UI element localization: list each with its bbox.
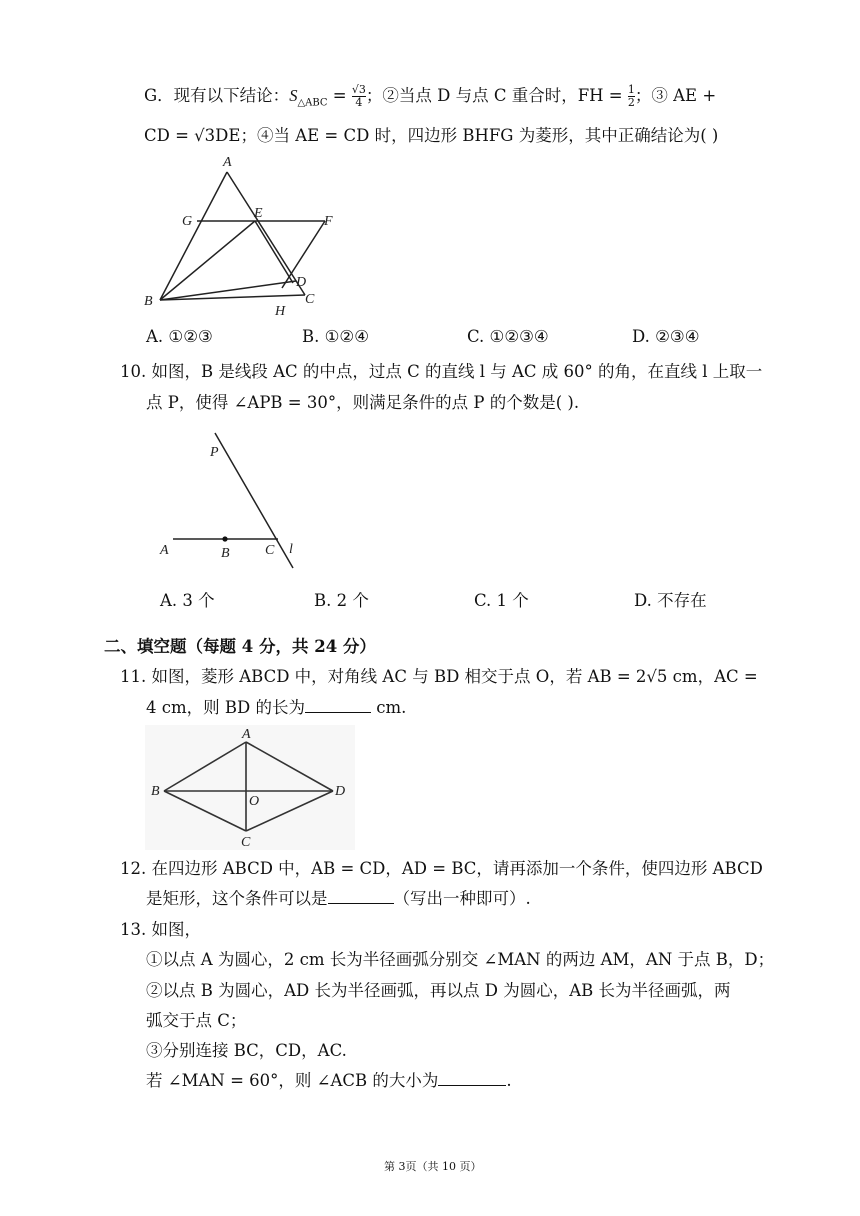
answer-blank <box>305 712 371 713</box>
q13-step1: ①以点 A 为圆心，2 cm 长为半径画弧分别交 ∠MAN 的两边 AM，AN 于点 B，D； <box>146 950 775 969</box>
label-C: C <box>241 835 251 850</box>
answer-blank <box>438 1085 506 1086</box>
q11-line2: 4 cm，则 BD 的长为 cm. <box>146 698 407 717</box>
q12-line2: 是矩形，这个条件可以是 （写出一种即可）. <box>146 889 531 908</box>
page-footer: 第 3页（共 10 页） <box>384 1160 482 1173</box>
q9-option-b: B. ①②④ <box>302 327 369 346</box>
label-B: B <box>144 294 153 309</box>
label-D: D <box>296 275 307 290</box>
q12-line1: 12. 在四边形 ABCD 中，AB = CD，AD = BC，请再添加一个条件，使四边形 ABCD <box>120 859 763 878</box>
label-E: E <box>254 206 263 221</box>
q10-line2: 点 P，使得 ∠APB = 30°，则满足条件的点 P 的个数是( ). <box>146 393 580 412</box>
label-C: C <box>265 543 275 558</box>
label-A: A <box>160 543 169 558</box>
q9-option-a: A. ①②③ <box>146 327 213 346</box>
q9-option-d: D. ②③④ <box>632 327 700 346</box>
fraction-one-half: $\frac{1}{2}$ <box>627 83 635 109</box>
label-D: D <box>335 784 346 799</box>
label-O: O <box>249 794 260 809</box>
q10-option-a: A. 3 个 <box>160 591 215 610</box>
q13-step3: ③分别连接 BC，CD，AC. <box>146 1041 347 1060</box>
label-l: l <box>289 542 293 557</box>
label-B: B <box>151 784 160 799</box>
q11-figure <box>145 725 355 850</box>
q13-line1: 13. 如图， <box>120 920 201 939</box>
label-B: B <box>221 546 230 561</box>
q13-step2a: ②以点 B 为圆心，AD 长为半径画弧，再以点 D 为圆心，AB 长为半径画弧，两 <box>146 981 731 1000</box>
q10-line1: 10. 如图，B 是线段 AC 的中点，过点 C 的直线 l 与 AC 成 60° 的角，在直线 l 上取一 <box>120 362 763 381</box>
q11-line1: 11. 如图，菱形 ABCD 中，对角线 AC 与 BD 相交于点 O，若 AB = 2√5 cm，AC = <box>120 667 758 686</box>
label-C: C <box>305 292 315 307</box>
section-title: 二、填空题（每题 4 分，共 24 分） <box>104 637 376 656</box>
label-A: A <box>223 155 232 170</box>
label-G: G <box>182 214 193 229</box>
q10-option-b: B. 2 个 <box>314 591 369 610</box>
q9-option-c: C. ①②③④ <box>467 327 549 346</box>
label-P: P <box>210 445 219 460</box>
q9-line1: G．现有以下结论：$S_{\triangle ABC}$ = $\frac{√3}{4}$ ；②当点 D 与点 C 重合时，FH = $\frac{1}{2}$ ；③ AE + <box>144 83 717 109</box>
q9-figure <box>140 155 340 320</box>
label-A: A <box>242 727 251 742</box>
q13-step2b: 弧交于点 C； <box>146 1011 247 1030</box>
answer-blank <box>328 903 394 904</box>
q10-figure <box>155 425 315 575</box>
label-F: F <box>324 214 333 229</box>
point-B-dot <box>222 536 227 541</box>
q10-option-d: D. 不存在 <box>634 591 707 610</box>
label-H: H <box>275 304 286 319</box>
fraction-sqrt3-over-4: $\frac{√3}{4}$ <box>351 83 366 109</box>
q13-last: 若 ∠MAN = 60°，则 ∠ACB 的大小为 . <box>146 1071 512 1090</box>
q10-option-c: C. 1 个 <box>474 591 529 610</box>
q9-line2: CD = √3DE；④当 AE = CD 时，四边形 BHFG 为菱形，其中正确结论为( ) <box>144 126 719 145</box>
